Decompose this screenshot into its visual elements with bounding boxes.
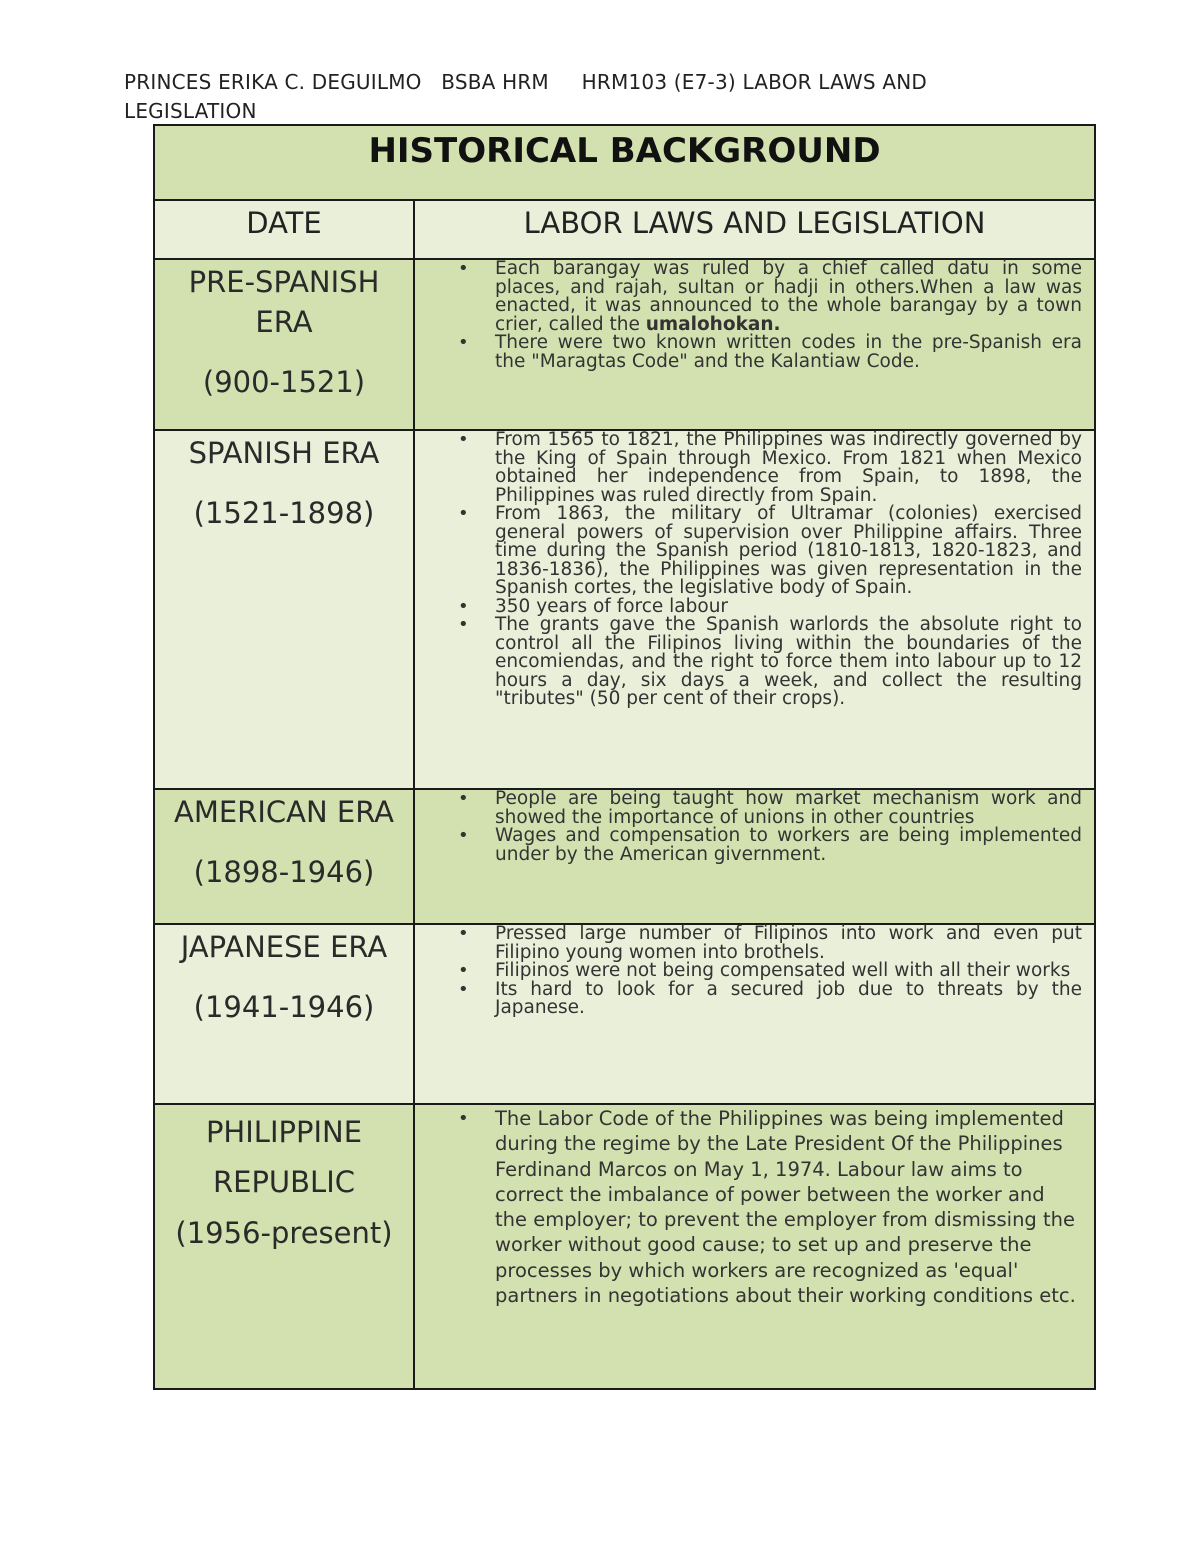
date-cell [154, 924, 414, 1104]
era-name: PHILIPPINE REPUBLIC [205, 1115, 363, 1199]
list-item: • Its hard to look for a secured job due to threats by the Japanese. [495, 981, 1082, 1018]
date-cell [154, 259, 414, 430]
list-item: • From 1565 to 1821, the Philippines was indirectly governed by the King of Spain through Mexico. From 1821 when Mexico obtained her independence from Spain, to 1898, the Philippines was ruled directly from Spain. [495, 431, 1082, 505]
table-row-pre-spanish [154, 259, 1095, 430]
date-cell [154, 1104, 414, 1389]
list-item: • The Labor Code of the Philippines was being implemented during the regime by the Late President Of the Philippines Ferdinand Marcos on May 1, 1974. Labour law aims to correct the imbalance of power between the worker and the employer; to prevent the employer from dismissing the worker without good cause; to set up and preserve the processes by which workers are recognized as 'equal' partners in negotiations about their working conditions etc. [495, 1106, 1082, 1308]
era-years: (1941-1946) [193, 990, 375, 1024]
date-cell [154, 789, 414, 924]
era-years: (1956-present) [175, 1216, 393, 1250]
laws-cell [414, 1104, 1095, 1389]
list-item: • Filipinos were not being compensated well with all their works [495, 962, 1082, 981]
document-header-line-2: LEGISLATION [124, 99, 257, 123]
table-title-cell [154, 125, 1095, 200]
table-title: HISTORICAL BACKGROUND [368, 131, 881, 171]
laws-cell [414, 924, 1095, 1104]
list-item: • Each barangay was ruled by a chief called datu in some places, and rajah, sultan or hadji in others.When a law was enacted, it was announced to the whole barangay by a town crier, called the umalohokan. [495, 260, 1082, 334]
laws-cell [414, 789, 1095, 924]
list-item: • Pressed large number of Filipinos into work and even put Filipino young women into brothels. [495, 925, 1082, 962]
column-header-date: DATE [154, 200, 414, 259]
column-header-labor-laws: LABOR LAWS AND LEGISLATION [414, 200, 1095, 259]
bold-term: umalohokan. [645, 313, 781, 335]
laws-cell [414, 259, 1095, 430]
era-years: (900-1521) [202, 365, 366, 399]
list-item: • There were two known written codes in the pre-Spanish era the "Maragtas Code" and the Kalantiaw Code. [495, 334, 1082, 371]
list-item: • People are being taught how market mechanism work and showed the importance of unions in other countries [495, 790, 1082, 827]
date-cell [154, 430, 414, 789]
era-name: PRE-SPANISH ERA [188, 265, 380, 339]
document-header-line-1: PRINCES ERIKA C. DEGUILMO BSBA HRM HRM103 (E7-3) LABOR LAWS AND [124, 70, 927, 94]
era-name: JAPANESE ERA [180, 930, 388, 964]
list-item: • From 1863, the military of Ultramar (colonies) exercised general powers of supervision over Philippine affairs. Three time during the Spanish period (1810-1813, 1820-1823, and 1836-1836), the Philippines was given representation in the Spanish cortes, the legislative body of Spain. [495, 505, 1082, 598]
historical-background-table [153, 124, 1096, 1390]
table-row-spanish [154, 430, 1095, 789]
era-years: (1898-1946) [193, 855, 375, 889]
era-name: AMERICAN ERA [173, 795, 395, 829]
table-row-philippine-republic [154, 1104, 1095, 1389]
laws-cell [414, 430, 1095, 789]
era-name: SPANISH ERA [188, 436, 380, 470]
list-item: • Wages and compensation to workers are being implemented under by the American givernment. [495, 827, 1082, 864]
list-item: • 350 years of force labour [495, 598, 1082, 617]
era-years: (1521-1898) [193, 496, 375, 530]
table-row-american [154, 789, 1095, 924]
table-row-japanese [154, 924, 1095, 1104]
list-item: • The grants gave the Spanish warlords the absolute right to control all the Filipinos living within the boundaries of the encomiendas, and the right to force them into labour up to 12 hours a day, six days a week, and collect the resulting "tributes" (50 per cent of their crops). [495, 616, 1082, 709]
